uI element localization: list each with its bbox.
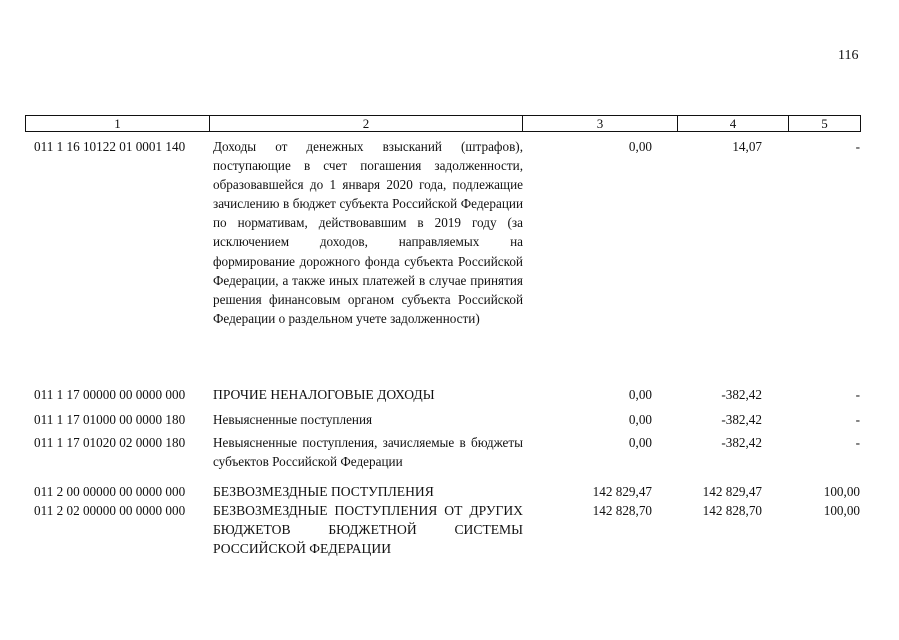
percent-value: -: [855, 387, 860, 402]
executed-value: 142 829,47: [702, 484, 762, 499]
budget-code: 011 1 17 00000 00 0000 000: [34, 387, 186, 402]
percent-value: 100,00: [823, 503, 860, 518]
budget-code: 011 1 17 01020 02 0000 180: [34, 435, 186, 450]
approved-value: 0,00: [628, 387, 652, 402]
approved-value: 142 829,47: [592, 484, 652, 499]
table-row: [25, 385, 861, 405]
percent-value: -: [855, 139, 860, 154]
executed-value: -382,42: [721, 412, 762, 427]
revenue-name: Невыясненные поступления: [213, 412, 373, 427]
approved-value: 0,00: [628, 412, 652, 427]
executed-value: 142 828,70: [702, 503, 762, 518]
header-col-4: 4: [678, 116, 789, 131]
revenue-name: ПРОЧИЕ НЕНАЛОГОВЫЕ ДОХОДЫ: [213, 387, 435, 402]
table-row: [25, 433, 861, 473]
header-col-3: 3: [523, 116, 678, 131]
table-row: [25, 501, 861, 561]
percent-value: -: [855, 435, 860, 450]
header-col-2: 2: [210, 116, 523, 131]
executed-value: -382,42: [721, 387, 762, 402]
page-number: 116: [838, 48, 859, 63]
revenue-name: БЕЗВОЗМЕЗДНЫЕ ПОСТУПЛЕНИЯ ОТ ДРУГИХ БЮДЖЕТОВ БЮДЖЕТНОЙ СИСТЕМЫ РОССИЙСКОЙ ФЕДЕРАЦИИ: [213, 503, 523, 557]
budget-code: 011 1 16 10122 01 0001 140: [34, 139, 186, 154]
revenue-name: БЕЗВОЗМЕЗДНЫЕ ПОСТУПЛЕНИЯ: [213, 484, 434, 499]
table-row: [25, 482, 861, 502]
executed-value: 14,07: [732, 139, 762, 154]
header-col-1: 1: [26, 116, 210, 131]
table-row: [25, 137, 861, 357]
table-header: [25, 115, 861, 132]
budget-code: 011 2 02 00000 00 0000 000: [34, 503, 186, 518]
table-row: [25, 410, 861, 430]
percent-value: -: [855, 412, 860, 427]
approved-value: 142 828,70: [592, 503, 652, 518]
approved-value: 0,00: [628, 435, 652, 450]
percent-value: 100,00: [823, 484, 860, 499]
revenue-name: Невыясненные поступления, зачисляемые в бюджеты субъектов Российской Федерации: [213, 435, 523, 470]
header-col-5: 5: [821, 116, 828, 131]
budget-code: 011 2 00 00000 00 0000 000: [34, 484, 186, 499]
executed-value: -382,42: [721, 435, 762, 450]
budget-code: 011 1 17 01000 00 0000 180: [34, 412, 186, 427]
approved-value: 0,00: [628, 139, 652, 154]
revenue-name: Доходы от денежных взысканий (штрафов), поступающие в счет погашения задолженности, образовавшейся до 1 января 2020 года, подлежащие зачислению в бюджет субъекта Российской Федерации по нормативам, действовавшим в 2019 году (за исключением доходов, направляемых на формирование дорожного фонда субъекта Российской Федерации, а также иных платежей в случае принятия решения финансовым органом субъекта Российской Федерации о раздельном учете задолженности): [213, 139, 523, 326]
